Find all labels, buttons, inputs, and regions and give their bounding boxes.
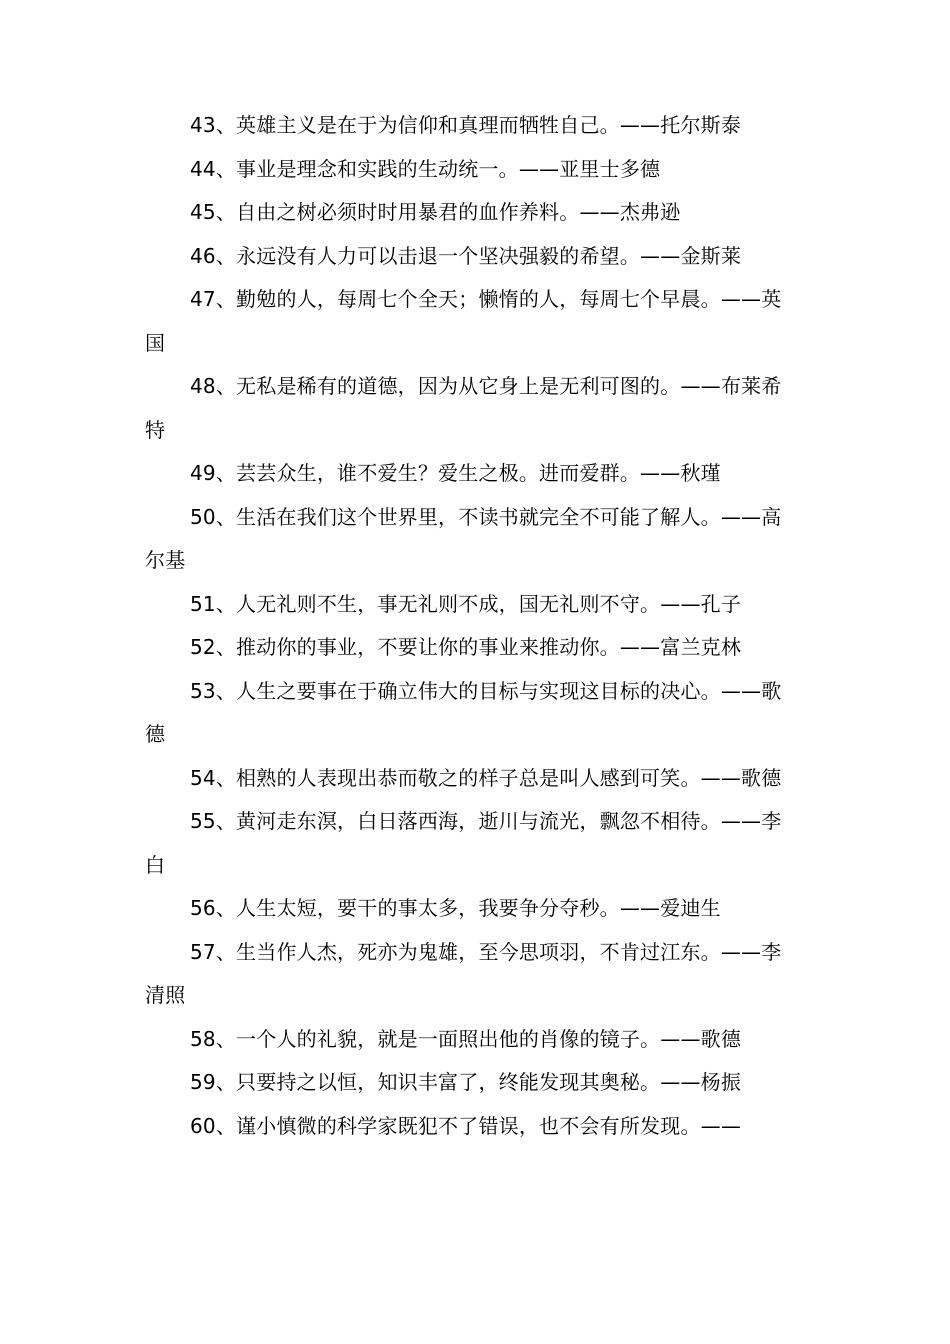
quote-57: 57、生当作人杰，死亦为鬼雄，至今思项羽，不肯过江东。——李清照 xyxy=(145,939,782,1007)
quote-56: 56、人生太短，要干的事太多，我要争分夺秒。——爱迪生 xyxy=(190,896,721,920)
quote-53: 53、人生之要事在于确立伟大的目标与实现这目标的决心。——歌德 xyxy=(145,678,782,746)
quote-59: 59、只要持之以恒，知识丰富了，终能发现其奥秘。——杨振 xyxy=(190,1070,742,1094)
quote-58: 58、一个人的礼貌，就是一面照出他的肖像的镜子。——歌德 xyxy=(190,1026,742,1051)
quote-49: 49、芸芸众生，谁不爱生？爱生之极。进而爱群。——秋瑾 xyxy=(190,461,721,485)
quote-52: 52、推动你的事业，不要让你的事业来推动你。——富兰克林 xyxy=(190,635,742,659)
quote-46: 46、永远没有人力可以击退一个坚决强毅的希望。——金斯莱 xyxy=(190,243,742,268)
quote-54: 54、相熟的人表现出恭而敬之的样子总是叫人感到可笑。——歌德 xyxy=(190,765,782,790)
quote-44: 44、事业是理念和实践的生动统一。——亚里士多德 xyxy=(190,156,661,181)
quote-50: 50、生活在我们这个世界里，不读书就完全不可能了解人。——高尔基 xyxy=(145,504,782,572)
quote-list xyxy=(145,104,797,1148)
quote-45: 45、自由之树必须时时用暴君的血作养料。——杰弗逊 xyxy=(190,200,681,224)
quote-47: 47、勤勉的人，每周七个全天；懒惰的人，每周七个早晨。——英国 xyxy=(145,287,782,355)
quote-55: 55、黄河走东溟，白日落西海，逝川与流光，飘忽不相待。——李白 xyxy=(145,809,782,877)
quote-43: 43、英雄主义是在于为信仰和真理而牺牲自己。——托尔斯泰 xyxy=(190,113,742,137)
quote-60: 60、谨小慎微的科学家既犯不了错误，也不会有所发现。—— xyxy=(190,1113,742,1138)
quote-48: 48、无私是稀有的道德，因为从它身上是无利可图的。——布莱希特 xyxy=(145,374,782,442)
quote-51: 51、人无礼则不生，事无礼则不成，国无礼则不守。——孔子 xyxy=(190,591,742,616)
